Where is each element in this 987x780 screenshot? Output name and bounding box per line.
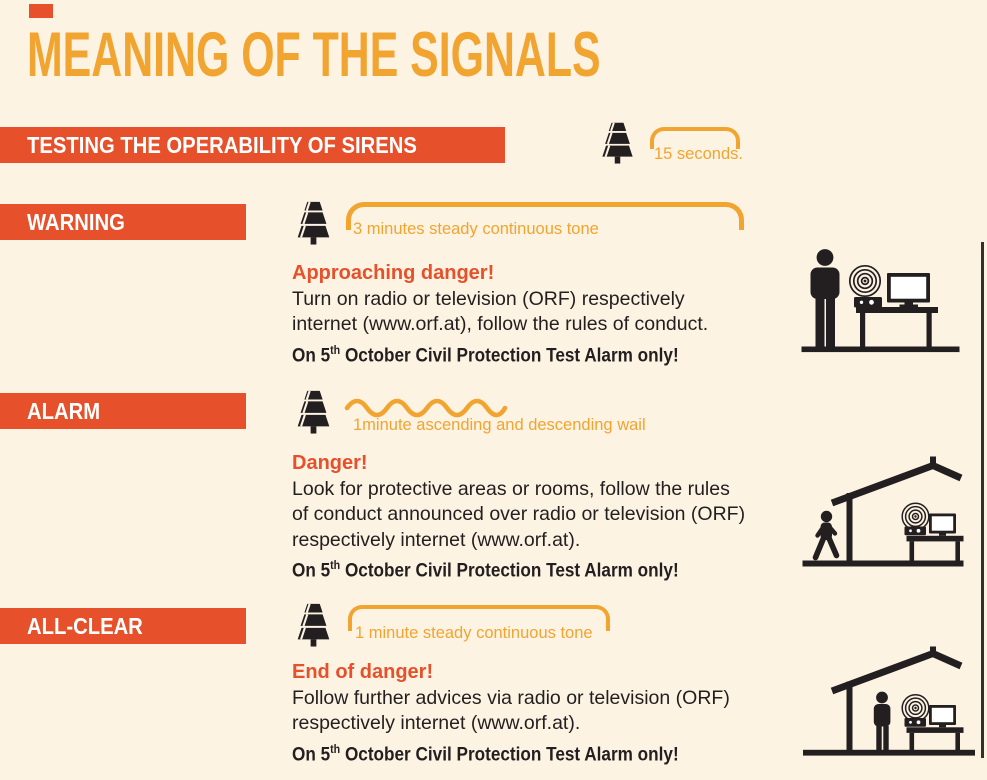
emphasis-line: On 5th October Civil Protection Test Alarm only! [292, 741, 679, 765]
ground-line [803, 561, 964, 567]
section-text-alarm [292, 451, 772, 584]
section-headline: Approaching danger! [292, 262, 495, 284]
body-line: Turn on radio or television (ORF) respectively [292, 287, 685, 310]
table-icon [907, 536, 964, 562]
section-headline: Danger! [292, 452, 368, 474]
person-standing-icon [811, 249, 840, 347]
section-text-warning [292, 261, 772, 369]
section-banner-alarm [0, 393, 246, 429]
signal-caption: 3 minutes steady continuous tone [353, 220, 599, 238]
signal-caption: 1 minute steady continuous tone [355, 624, 593, 642]
house-icon [832, 457, 961, 563]
house-icon [832, 647, 961, 751]
signal-caption: 1minute ascending and descending wail [353, 416, 646, 434]
emphasis-line: On 5th October Civil Protection Test Alarm only! [292, 558, 679, 582]
person-standing-icon [874, 692, 891, 751]
section-label: ALARM [27, 397, 101, 424]
siren-icon [294, 199, 333, 245]
table-icon [856, 307, 938, 347]
section-headline: End of danger! [292, 661, 434, 683]
body-line: Look for protective areas or rooms, follow the rules [292, 477, 730, 500]
siren-icon [294, 601, 333, 647]
test-banner-label: TESTING THE OPERABILITY OF SIRENS [27, 131, 417, 158]
radio-waves-icon [902, 695, 929, 727]
wail-wave-icon [344, 391, 508, 419]
section-banner-warning [0, 204, 246, 240]
table-icon [907, 727, 964, 750]
ground-line [803, 750, 975, 756]
siren-icon [599, 120, 636, 164]
radio-waves-icon [850, 266, 882, 308]
emphasis-line: On 5th October Civil Protection Test Alarm only! [292, 342, 679, 366]
body-line: respectively internet (www.orf.at). [292, 528, 581, 551]
body-line: Follow further advices via radio or television (ORF) [292, 686, 730, 709]
test-banner [0, 127, 505, 163]
radio-waves-icon [902, 503, 929, 535]
tv-icon [929, 705, 956, 727]
siren-icon [294, 388, 333, 434]
section-label: WARNING [27, 208, 125, 235]
tv-icon [887, 273, 930, 307]
test-duration-caption: 15 seconds. [654, 145, 743, 163]
section-text-all-clear [292, 660, 772, 768]
person-walking-into-house-with-radio-and-tv [795, 450, 987, 580]
body-line: respectively internet (www.orf.at). [292, 712, 581, 734]
section-banner-all-clear [0, 608, 246, 644]
page-corner-mark [29, 4, 53, 18]
tv-icon [929, 514, 956, 536]
page-edge-line [981, 242, 984, 758]
page-title: MEANING OF THE SIGNALS [27, 20, 601, 90]
body-line: internet (www.orf.at), follow the rules of conduct. [292, 313, 709, 335]
body-line: of conduct announced over radio or television (ORF) [292, 503, 746, 525]
section-label: ALL-CLEAR [27, 612, 143, 639]
ground-line [802, 347, 960, 353]
person-walking-icon [816, 511, 837, 558]
person-inside-house-with-radio-and-tv [795, 645, 987, 780]
person-standing-beside-table-with-radio-and-tv [795, 245, 970, 357]
